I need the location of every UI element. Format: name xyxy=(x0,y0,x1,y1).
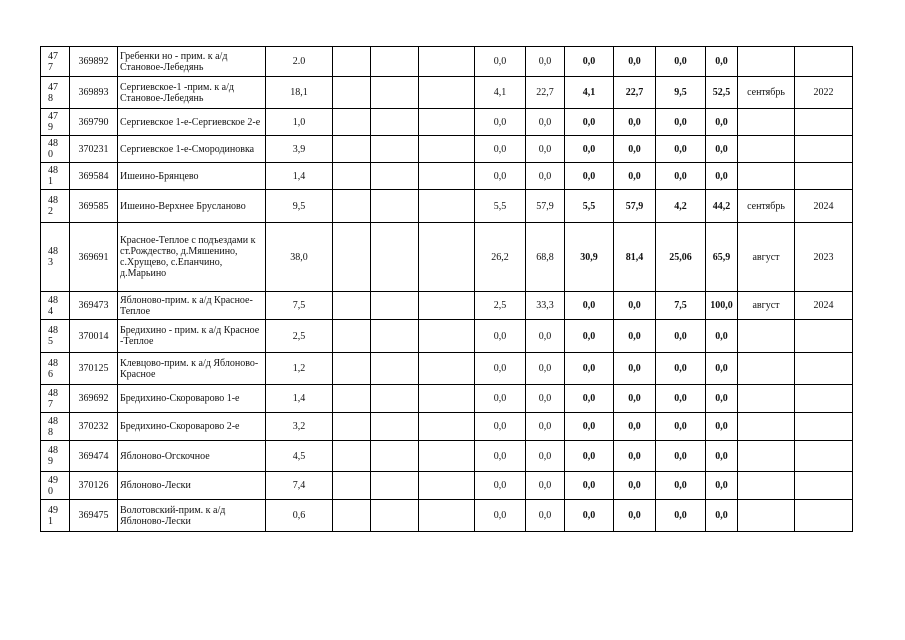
value-cell: 4,1 xyxy=(565,77,614,109)
road-name-cell: Клевцово-прим. к а/д Яблоново-Красное xyxy=(118,353,266,385)
month-cell xyxy=(738,320,795,353)
road-name-cell: Бредихино-Скороварово 1-е xyxy=(118,385,266,413)
value-cell: 0,0 xyxy=(706,47,738,77)
value-cell: 22,7 xyxy=(526,77,565,109)
value-cell: 22,7 xyxy=(614,77,656,109)
empty-cell xyxy=(419,163,475,190)
value-cell: 0,0 xyxy=(614,413,656,441)
value-cell: 26,2 xyxy=(475,223,526,292)
row-number-cell xyxy=(41,47,70,77)
month-cell xyxy=(738,413,795,441)
row-number: 484 xyxy=(48,294,58,317)
table-row xyxy=(41,472,853,500)
road-length-cell: 1,2 xyxy=(266,353,333,385)
value-cell: 0,0 xyxy=(706,353,738,385)
empty-cell xyxy=(333,136,371,163)
value-cell: 0,0 xyxy=(565,413,614,441)
value-cell: 0,0 xyxy=(526,385,565,413)
road-name-cell: Сергиевское 1-е-Смородиновка xyxy=(118,136,266,163)
row-number: 488 xyxy=(48,415,58,438)
road-length-cell: 2.0 xyxy=(266,47,333,77)
value-cell: 0,0 xyxy=(706,500,738,532)
row-number: 491 xyxy=(48,504,58,527)
table-row xyxy=(41,190,853,223)
value-cell: 0,0 xyxy=(475,136,526,163)
empty-cell xyxy=(371,109,419,136)
year-cell xyxy=(795,413,853,441)
table-row xyxy=(41,163,853,190)
empty-cell xyxy=(333,353,371,385)
value-cell: 0,0 xyxy=(475,163,526,190)
month-cell xyxy=(738,472,795,500)
value-cell: 4,2 xyxy=(656,190,706,223)
value-cell: 0,0 xyxy=(706,136,738,163)
month-cell xyxy=(738,500,795,532)
empty-cell xyxy=(333,441,371,472)
value-cell: 0,0 xyxy=(706,320,738,353)
value-cell: 0,0 xyxy=(475,47,526,77)
value-cell: 68,8 xyxy=(526,223,565,292)
row-number-cell xyxy=(41,353,70,385)
row-number: 482 xyxy=(48,195,58,217)
row-number-cell xyxy=(41,441,70,472)
row-number-cell xyxy=(41,472,70,500)
row-number-cell xyxy=(41,163,70,190)
value-cell: 0,0 xyxy=(565,353,614,385)
road-length-cell: 1,4 xyxy=(266,385,333,413)
value-cell: 0,0 xyxy=(614,292,656,320)
road-length-cell: 3,2 xyxy=(266,413,333,441)
value-cell: 0,0 xyxy=(656,413,706,441)
table-row xyxy=(41,500,853,532)
month-cell: сентябрь xyxy=(738,77,795,109)
year-cell xyxy=(795,500,853,532)
empty-cell xyxy=(419,472,475,500)
row-number-cell xyxy=(41,413,70,441)
year-cell xyxy=(795,472,853,500)
value-cell: 0,0 xyxy=(656,163,706,190)
value-cell: 0,0 xyxy=(565,472,614,500)
road-name-cell: Яблоново-прим. к а/д Красное-Теплое xyxy=(118,292,266,320)
road-length-cell: 1,4 xyxy=(266,163,333,190)
empty-cell xyxy=(371,292,419,320)
value-cell: 0,0 xyxy=(656,109,706,136)
row-number-cell xyxy=(41,292,70,320)
value-cell: 0,0 xyxy=(565,47,614,77)
month-cell: август xyxy=(738,292,795,320)
value-cell: 100,0 xyxy=(706,292,738,320)
row-number-cell xyxy=(41,190,70,223)
year-cell xyxy=(795,136,853,163)
row-number-cell xyxy=(41,320,70,353)
value-cell: 0,0 xyxy=(526,353,565,385)
empty-cell xyxy=(333,413,371,441)
value-cell: 57,9 xyxy=(614,190,656,223)
roads-table xyxy=(40,46,853,532)
value-cell: 0,0 xyxy=(565,441,614,472)
value-cell: 0,0 xyxy=(526,413,565,441)
value-cell: 0,0 xyxy=(656,47,706,77)
empty-cell xyxy=(371,320,419,353)
month-cell xyxy=(738,47,795,77)
year-cell xyxy=(795,320,853,353)
road-name-cell: Бредихино - прим. к а/д Красное -Теплое xyxy=(118,320,266,353)
table-row xyxy=(41,292,853,320)
value-cell: 0,0 xyxy=(565,500,614,532)
value-cell: 0,0 xyxy=(526,472,565,500)
value-cell: 0,0 xyxy=(614,163,656,190)
road-length-cell: 4,5 xyxy=(266,441,333,472)
road-code-cell: 369893 xyxy=(70,77,118,109)
table-row xyxy=(41,136,853,163)
road-length-cell: 38,0 xyxy=(266,223,333,292)
row-number-cell xyxy=(41,136,70,163)
road-code-cell: 370232 xyxy=(70,413,118,441)
row-number-cell xyxy=(41,223,70,292)
row-number: 480 xyxy=(48,138,58,160)
road-name-cell: Бредихино-Скороварово 2-е xyxy=(118,413,266,441)
table-row xyxy=(41,77,853,109)
value-cell: 81,4 xyxy=(614,223,656,292)
row-number-cell xyxy=(41,77,70,109)
road-length-cell: 7,5 xyxy=(266,292,333,320)
value-cell: 0,0 xyxy=(526,47,565,77)
value-cell: 0,0 xyxy=(614,472,656,500)
value-cell: 5,5 xyxy=(565,190,614,223)
empty-cell xyxy=(419,385,475,413)
row-number: 481 xyxy=(48,165,58,187)
value-cell: 0,0 xyxy=(656,353,706,385)
empty-cell xyxy=(371,47,419,77)
empty-cell xyxy=(371,223,419,292)
value-cell: 0,0 xyxy=(526,441,565,472)
empty-cell xyxy=(371,136,419,163)
value-cell: 0,0 xyxy=(565,136,614,163)
value-cell: 0,0 xyxy=(475,441,526,472)
road-length-cell: 7,4 xyxy=(266,472,333,500)
empty-cell xyxy=(333,47,371,77)
row-number: 490 xyxy=(48,474,58,497)
empty-cell xyxy=(371,472,419,500)
value-cell: 0,0 xyxy=(475,320,526,353)
road-code-cell: 369892 xyxy=(70,47,118,77)
row-number: 486 xyxy=(48,357,58,380)
road-length-cell: 3,9 xyxy=(266,136,333,163)
year-cell xyxy=(795,47,853,77)
year-cell xyxy=(795,353,853,385)
month-cell xyxy=(738,163,795,190)
value-cell: 0,0 xyxy=(475,385,526,413)
empty-cell xyxy=(333,109,371,136)
value-cell: 0,0 xyxy=(565,385,614,413)
empty-cell xyxy=(333,190,371,223)
value-cell: 0,0 xyxy=(526,136,565,163)
empty-cell xyxy=(371,413,419,441)
value-cell: 0,0 xyxy=(656,472,706,500)
empty-cell xyxy=(371,163,419,190)
month-cell xyxy=(738,109,795,136)
road-name-cell: Яблоново-Лески xyxy=(118,472,266,500)
value-cell: 0,0 xyxy=(475,109,526,136)
year-cell xyxy=(795,441,853,472)
road-length-cell: 0,6 xyxy=(266,500,333,532)
value-cell: 0,0 xyxy=(526,500,565,532)
empty-cell xyxy=(419,223,475,292)
road-code-cell: 370231 xyxy=(70,136,118,163)
empty-cell xyxy=(371,385,419,413)
empty-cell xyxy=(419,353,475,385)
value-cell: 0,0 xyxy=(526,320,565,353)
empty-cell xyxy=(419,441,475,472)
empty-cell xyxy=(371,441,419,472)
road-name-cell: Сергиевское 1-е-Сергиевское 2-е xyxy=(118,109,266,136)
value-cell: 5,5 xyxy=(475,190,526,223)
table-row xyxy=(41,223,853,292)
value-cell: 0,0 xyxy=(706,441,738,472)
row-number: 479 xyxy=(48,111,58,133)
value-cell: 0,0 xyxy=(565,292,614,320)
row-number-cell xyxy=(41,385,70,413)
empty-cell xyxy=(419,500,475,532)
road-name-cell: Волотовский-прим. к а/д Яблоново-Лески xyxy=(118,500,266,532)
month-cell xyxy=(738,353,795,385)
value-cell: 57,9 xyxy=(526,190,565,223)
row-number: 478 xyxy=(48,81,58,104)
year-cell xyxy=(795,109,853,136)
value-cell: 0,0 xyxy=(656,441,706,472)
value-cell: 0,0 xyxy=(706,163,738,190)
value-cell: 0,0 xyxy=(475,353,526,385)
value-cell: 0,0 xyxy=(565,109,614,136)
value-cell: 0,0 xyxy=(565,320,614,353)
table-row xyxy=(41,441,853,472)
value-cell: 0,0 xyxy=(614,136,656,163)
empty-cell xyxy=(333,77,371,109)
value-cell: 7,5 xyxy=(656,292,706,320)
empty-cell xyxy=(371,500,419,532)
value-cell: 0,0 xyxy=(706,472,738,500)
value-cell: 0,0 xyxy=(526,163,565,190)
road-name-cell: Сергиевское-1 -прим. к а/д Становое-Лебедянь xyxy=(118,77,266,109)
value-cell: 0,0 xyxy=(614,500,656,532)
road-length-cell: 2,5 xyxy=(266,320,333,353)
row-number-cell xyxy=(41,109,70,136)
value-cell: 0,0 xyxy=(475,413,526,441)
road-code-cell: 369790 xyxy=(70,109,118,136)
month-cell xyxy=(738,385,795,413)
road-code-cell: 369473 xyxy=(70,292,118,320)
value-cell: 9,5 xyxy=(656,77,706,109)
empty-cell xyxy=(419,136,475,163)
empty-cell xyxy=(333,292,371,320)
value-cell: 0,0 xyxy=(706,109,738,136)
year-cell: 2024 xyxy=(795,190,853,223)
value-cell: 4,1 xyxy=(475,77,526,109)
empty-cell xyxy=(419,320,475,353)
value-cell: 0,0 xyxy=(614,47,656,77)
value-cell: 25,06 xyxy=(656,223,706,292)
month-cell xyxy=(738,441,795,472)
value-cell: 0,0 xyxy=(706,413,738,441)
row-number-cell xyxy=(41,500,70,532)
table-row xyxy=(41,320,853,353)
table-body xyxy=(41,47,853,532)
table-row xyxy=(41,47,853,77)
road-code-cell: 369691 xyxy=(70,223,118,292)
value-cell: 0,0 xyxy=(614,109,656,136)
row-number: 487 xyxy=(48,387,58,410)
value-cell: 0,0 xyxy=(656,500,706,532)
value-cell: 0,0 xyxy=(475,500,526,532)
year-cell xyxy=(795,163,853,190)
empty-cell xyxy=(333,163,371,190)
row-number: 485 xyxy=(48,325,58,347)
year-cell: 2024 xyxy=(795,292,853,320)
empty-cell xyxy=(419,292,475,320)
value-cell: 0,0 xyxy=(526,109,565,136)
road-name-cell: Красное-Теплое с подъездами к ст.Рождество, д.Мяшенино, с.Хрущево, с.Епанчино, д.Марьино xyxy=(118,223,266,292)
table-row xyxy=(41,385,853,413)
road-code-cell: 369584 xyxy=(70,163,118,190)
value-cell: 65,9 xyxy=(706,223,738,292)
value-cell: 0,0 xyxy=(614,385,656,413)
value-cell: 0,0 xyxy=(614,441,656,472)
road-name-cell: Ишеино-Брянцево xyxy=(118,163,266,190)
road-length-cell: 9,5 xyxy=(266,190,333,223)
empty-cell xyxy=(333,500,371,532)
empty-cell xyxy=(333,385,371,413)
empty-cell xyxy=(419,190,475,223)
empty-cell xyxy=(419,413,475,441)
table-row xyxy=(41,413,853,441)
empty-cell xyxy=(333,223,371,292)
empty-cell xyxy=(333,320,371,353)
road-code-cell: 370125 xyxy=(70,353,118,385)
road-name-cell: Ишеино-Верхнее Брусланово xyxy=(118,190,266,223)
value-cell: 0,0 xyxy=(706,385,738,413)
table-row xyxy=(41,353,853,385)
empty-cell xyxy=(371,190,419,223)
row-number: 489 xyxy=(48,445,58,467)
value-cell: 0,0 xyxy=(565,163,614,190)
year-cell xyxy=(795,385,853,413)
value-cell: 0,0 xyxy=(614,353,656,385)
value-cell: 0,0 xyxy=(614,320,656,353)
value-cell: 2,5 xyxy=(475,292,526,320)
row-number: 483 xyxy=(48,246,58,268)
value-cell: 0,0 xyxy=(475,472,526,500)
month-cell xyxy=(738,136,795,163)
road-length-cell: 1,0 xyxy=(266,109,333,136)
empty-cell xyxy=(419,109,475,136)
month-cell: сентябрь xyxy=(738,190,795,223)
value-cell: 0,0 xyxy=(656,136,706,163)
value-cell: 44,2 xyxy=(706,190,738,223)
road-code-cell: 370126 xyxy=(70,472,118,500)
road-code-cell: 369692 xyxy=(70,385,118,413)
empty-cell xyxy=(419,77,475,109)
empty-cell xyxy=(371,353,419,385)
value-cell: 30,9 xyxy=(565,223,614,292)
value-cell: 33,3 xyxy=(526,292,565,320)
empty-cell xyxy=(419,47,475,77)
road-name-cell: Гребенки но - прим. к а/д Становое-Лебедянь xyxy=(118,47,266,77)
road-length-cell: 18,1 xyxy=(266,77,333,109)
value-cell: 0,0 xyxy=(656,385,706,413)
value-cell: 52,5 xyxy=(706,77,738,109)
road-code-cell: 370014 xyxy=(70,320,118,353)
road-code-cell: 369474 xyxy=(70,441,118,472)
road-code-cell: 369475 xyxy=(70,500,118,532)
year-cell: 2023 xyxy=(795,223,853,292)
month-cell: август xyxy=(738,223,795,292)
road-name-cell: Яблоново-Огскочное xyxy=(118,441,266,472)
value-cell: 0,0 xyxy=(656,320,706,353)
road-code-cell: 369585 xyxy=(70,190,118,223)
empty-cell xyxy=(333,472,371,500)
year-cell: 2022 xyxy=(795,77,853,109)
empty-cell xyxy=(371,77,419,109)
table-row xyxy=(41,109,853,136)
row-number: 477 xyxy=(48,50,58,73)
